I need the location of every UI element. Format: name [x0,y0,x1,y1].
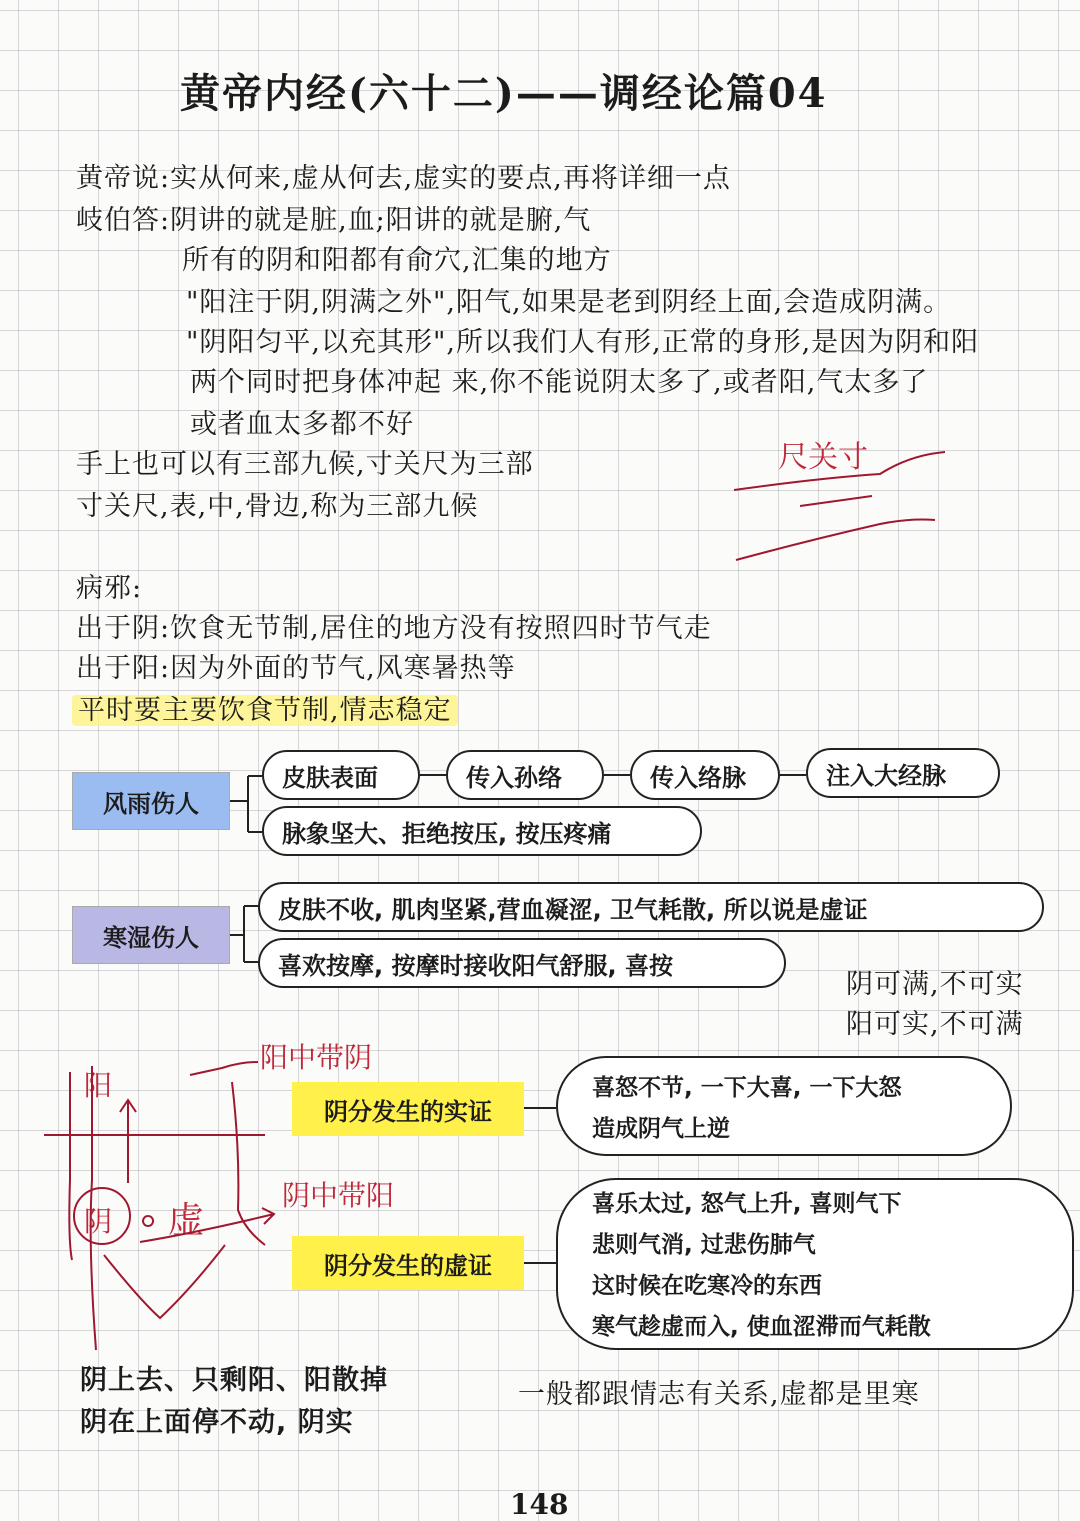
bottom-right-note: 一般都跟情志有关系,虚都是里寒 [518,1379,920,1410]
intro-line: "阳注于阴,阴满之外",阳气,如果是老到阴经上面,会造成阴满。 [186,287,952,318]
wind-rain-result: 脉象坚大、拒绝按压, 按压疼痛 [262,806,702,856]
yin-deficiency-line: 寒气趁虚而入, 使血涩滞而气耗散 [592,1314,931,1340]
intro-line: 或者血太多都不好 [190,409,414,440]
sketch-yin: 阴 [84,1205,113,1238]
disease-heading: 病邪: [76,573,143,604]
pulse-line-2: 寸关尺,表,中,骨边,称为三部九候 [76,491,479,522]
yin-deficiency-line: 这时候在吃寒冷的东西 [592,1273,822,1299]
pulse-sketch-label: 尺关寸 [778,440,868,475]
intro-line: 两个同时把身体冲起 来,你不能说阴太多了,或者阳,气太多了 [190,367,929,398]
intro-line: 黄帝说:实从何来,虚从何去,虚实的要点,再将详细一点 [76,163,731,194]
cold-damp-line-1: 皮肤不收, 肌肉坚紧,营血凝涩, 卫气耗散, 所以说是虚证 [258,882,1044,932]
side-note-2: 阳可实,不可满 [846,1009,1024,1040]
chain-skin: 皮肤表面 [262,750,420,800]
intro-line: 所有的阴和阳都有俞穴,汇集的地方 [182,245,612,276]
yin-deficiency-label: 阴分发生的虚证 [292,1236,524,1290]
disease-yin: 出于阴:饮食无节制,居住的地方没有按照四时节气走 [76,613,712,644]
wind-rain-label: 风雨伤人 [72,772,230,830]
chain-luomai: 传入络脉 [630,750,780,800]
sketch-yang: 阳 [84,1069,113,1102]
chain-meridian: 注入大经脉 [806,748,1000,798]
yin-excess-line: 造成阴气上逆 [592,1116,730,1142]
highlight-note: 平时要主要饮食节制,情志稳定 [72,695,458,726]
page-title: 黄帝内经(六十二)——调经论篇04 [180,70,828,117]
bottom-left-2: 阴在上面停不动, 阴实 [80,1407,354,1438]
bottom-left-1: 阴上去、只剩阳、阳散掉 [80,1365,388,1396]
yin-excess-line: 喜怒不节, 一下大喜, 一下大怒 [592,1075,902,1101]
cold-damp-line-2: 喜欢按摩, 按摩时接收阳气舒服, 喜按 [258,938,786,988]
yin-excess-label: 阴分发生的实证 [292,1082,524,1136]
sketch-label-top: 阳中带阴 [260,1041,373,1074]
pulse-line-1: 手上也可以有三部九候,寸关尺为三部 [76,449,534,480]
chain-sunluo: 传入孙络 [446,750,604,800]
cold-damp-label: 寒湿伤人 [72,906,230,964]
disease-yang: 出于阳:因为外面的节气,风寒暑热等 [76,653,516,684]
page-number: 148 [510,1488,569,1521]
yin-deficiency-line: 喜乐太过, 怒气上升, 喜则气下 [592,1191,902,1217]
sketch-label-mid: 阴中带阳 [282,1179,395,1212]
intro-line: 岐伯答:阴讲的就是脏,血;阳讲的就是腑,气 [76,205,592,236]
yin-deficiency-line: 悲则气消, 过悲伤肺气 [592,1232,816,1258]
side-note-1: 阴可满,不可实 [846,969,1024,1000]
intro-line: "阴阳匀平,以充其形",所以我们人有形,正常的身形,是因为阴和阳 [186,327,980,358]
sketch-xu: 虚 [168,1200,205,1241]
